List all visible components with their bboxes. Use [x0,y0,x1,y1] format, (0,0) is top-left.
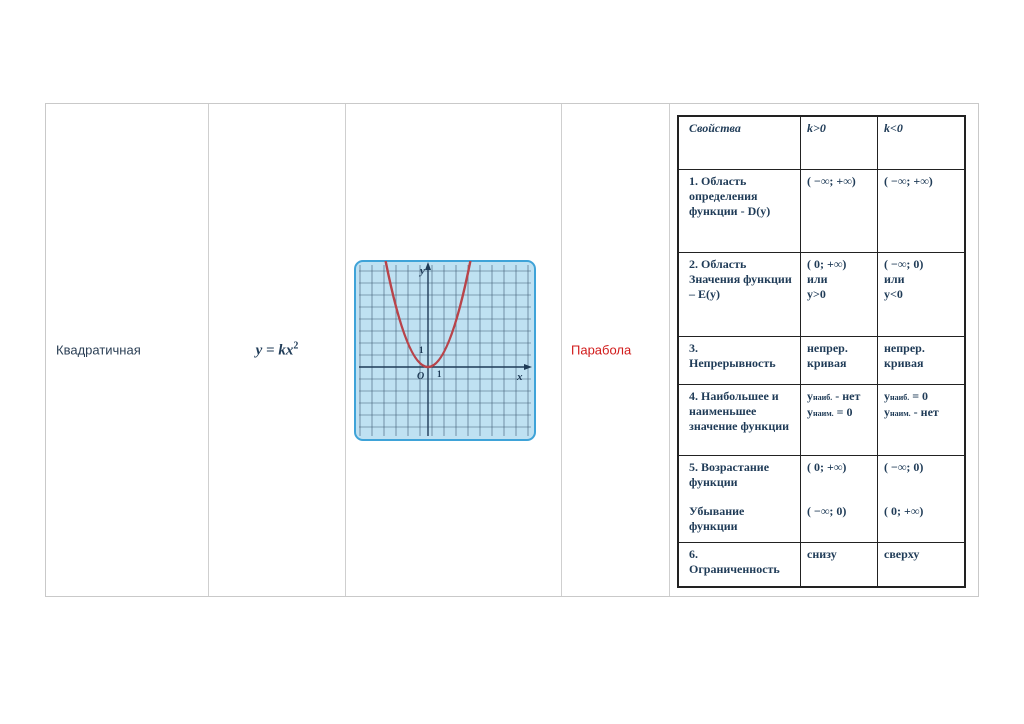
boundedness-k-positive: снизу [801,543,878,587]
graph-name-cell [562,104,670,596]
y-axis-label: y [420,265,425,277]
table-row [678,337,965,385]
domain-k-positive: ( −∞; +∞) [801,170,878,253]
range-property: 2. Область Значения функции – E(y) [678,253,801,337]
function-type: Квадратичная [56,342,141,358]
formula-cell [209,104,346,596]
domain-k-negative: ( −∞; +∞) [878,170,966,253]
graph-name: Парабола [571,342,632,358]
extremum-k-negative: yнаиб. = 0 yнаим. - нет [878,385,966,456]
y-tick-label: 1 [419,345,424,355]
extremum-property: 4. Наибольшее и наименьшее значение функции [678,385,801,456]
table-row [678,253,965,337]
range-k-negative: ( −∞; 0) или y<0 [878,253,966,337]
table-header-row [678,116,965,170]
header-k-negative: k<0 [878,116,966,170]
monotonicity-k-positive: ( 0; +∞) ( −∞; 0) [801,456,878,543]
range-k-positive: ( 0; +∞) или y>0 [801,253,878,337]
monotonicity-property: 5. Возрастание функции Убывание функции [678,456,801,543]
continuity-k-positive: непрер. кривая [801,337,878,385]
graph-cell [346,104,562,596]
header-k-positive: k>0 [801,116,878,170]
table-row [678,170,965,253]
x-tick-label: 1 [437,369,442,379]
boundedness-property: 6. Ограниченность [678,543,801,587]
domain-property: 1. Область определения функции - D(y) [678,170,801,253]
boundedness-k-negative: сверху [878,543,966,587]
extremum-k-positive: yнаиб. - нет yнаим. = 0 [801,385,878,456]
properties-cell [670,104,978,596]
monotonicity-k-negative: ( −∞; 0) ( 0; +∞) [878,456,966,543]
table-row [678,456,965,543]
origin-label: O [417,371,425,382]
continuity-k-negative: непрер. кривая [878,337,966,385]
continuity-property: 3. Непрерывность [678,337,801,385]
function-type-cell [46,104,209,596]
header-properties: Свойства [678,116,801,170]
x-axis-label: x [517,371,523,383]
formula: $y = kx^2$ [255,340,299,359]
table-row [678,543,965,587]
table-row [678,385,965,456]
parabola-graph [354,260,536,441]
function-row [45,103,979,597]
properties-table [677,115,966,588]
